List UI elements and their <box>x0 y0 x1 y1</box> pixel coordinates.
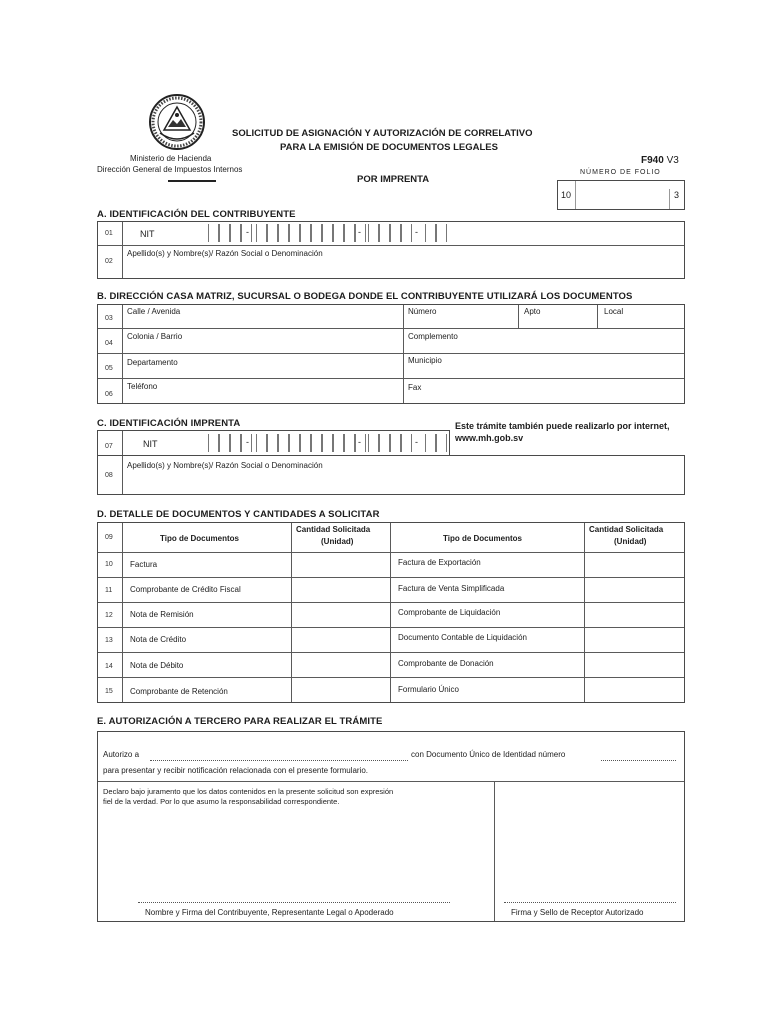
authorize-line2: para presentar y recibir notificación relacionada con el presente formulario. <box>103 766 369 775</box>
section-c-nit-row <box>97 430 450 456</box>
folio-prefix: 10 <box>561 190 572 200</box>
doc-type-right: Documento Contable de Liquidación <box>398 633 527 642</box>
receiver-signature-line[interactable] <box>504 902 676 903</box>
row-number: 02 <box>105 258 113 265</box>
municipality-label: Municipio <box>408 356 442 365</box>
authorized-person-line[interactable] <box>150 760 408 761</box>
row-divider <box>98 627 684 628</box>
row-number: 10 <box>105 561 113 568</box>
form-title-line2: PARA LA EMISIÓN DE DOCUMENTOS LEGALES <box>280 142 498 153</box>
fax-label: Fax <box>408 383 422 392</box>
section-a-title: A. IDENTIFICACIÓN DEL CONTRIBUYENTE <box>97 209 296 220</box>
doc-type-right: Comprobante de Donación <box>398 659 494 668</box>
complement-label: Complemento <box>408 332 458 341</box>
section-e-title: E. AUTORIZACIÓN A TERCERO PARA REALIZAR EL TRÁMITE <box>97 716 383 727</box>
folio-divider <box>575 181 576 209</box>
internet-note-link[interactable]: www.mh.gob.sv <box>455 433 524 443</box>
colony-label: Colonia / Barrio <box>127 332 183 341</box>
doc-type-left: Factura <box>130 560 158 569</box>
folio-box[interactable] <box>557 180 685 210</box>
local-label: Local <box>604 307 624 316</box>
section-b-table <box>97 304 685 404</box>
row-number: 13 <box>105 637 113 644</box>
apto-label: Apto <box>524 307 541 316</box>
num-column-divider <box>122 523 123 702</box>
form-title-line1: SOLICITUD DE ASIGNACIÓN Y AUTORIZACIÓN DE CORRELATIVO <box>232 128 533 139</box>
section-b-title: B. DIRECCIÓN CASA MATRIZ, SUCURSAL O BODEGA DONDE EL CONTRIBUYENTE UTILIZARÁ LOS DOCUMENTOS <box>97 291 633 302</box>
internet-note-line1: Este trámite también puede realizarlo por internet, <box>455 421 670 431</box>
row-divider <box>98 353 684 354</box>
col-header-qty-left-2: (Unidad) <box>321 537 354 546</box>
form-code <box>641 155 679 166</box>
header-number: 09 <box>105 534 113 541</box>
section-d-title: D. DETALLE DE DOCUMENTOS Y CANTIDADES A SOLICITAR <box>97 509 380 520</box>
row-divider <box>98 328 684 329</box>
folio-suffix: 3 <box>674 190 680 200</box>
row-number: 12 <box>105 612 113 619</box>
taxpayer-signature-label: Nombre y Firma del Contribuyente, Representante Legal o Apoderado <box>145 908 394 917</box>
nit-cells[interactable]: - - - <box>208 224 448 244</box>
doc-type-right: Factura de Exportación <box>398 558 481 567</box>
taxpayer-name-label: Apellido(s) y Nombre(s)/ Razón Social o Denominación <box>127 249 323 258</box>
authorize-doc-label: con Documento Único de Identidad número <box>411 750 566 759</box>
row-divider <box>98 677 684 678</box>
doc-type-left: Nota de Débito <box>130 661 184 670</box>
row-number: 03 <box>105 315 113 322</box>
folio-label: NÚMERO DE FOLIO <box>580 169 661 176</box>
row-number: 14 <box>105 663 113 670</box>
mid-divider <box>390 523 391 702</box>
header-underline <box>168 180 216 182</box>
nit-label: NIT <box>140 229 155 239</box>
section-c-name-row <box>97 455 685 495</box>
num-column-divider <box>122 431 123 456</box>
col-header-qty-right-2: (Unidad) <box>614 537 647 546</box>
printer-name-label: Apellido(s) y Nombre(s)/ Razón Social o Denominación <box>127 461 323 470</box>
folio-divider-2 <box>669 189 670 209</box>
header-divider <box>98 552 684 553</box>
row-number: 05 <box>105 365 113 372</box>
department-label: Departamento <box>127 358 178 367</box>
form-subtitle: POR IMPRENTA <box>357 174 430 185</box>
form-version: V3 <box>666 155 679 166</box>
col-header-qty-right-1: Cantidad Solicitada <box>589 525 664 534</box>
col-header-doc-type-left: Tipo de Documentos <box>160 534 239 543</box>
form-code-number: F940 <box>641 155 664 166</box>
num-column-divider <box>122 222 123 278</box>
row-number: 07 <box>105 443 113 450</box>
directorate-name: Dirección General de Impuestos Internos <box>97 165 243 174</box>
row-number: 15 <box>105 688 113 695</box>
row-divider <box>98 577 684 578</box>
doc-type-left: Comprobante de Retención <box>130 687 228 696</box>
taxpayer-signature-line[interactable] <box>138 902 450 903</box>
doc-type-left: Nota de Remisión <box>130 610 194 619</box>
receiver-signature-label: Firma y Sello de Receptor Autorizado <box>511 908 644 917</box>
documents-table <box>97 522 685 703</box>
doc-type-left: Comprobante de Crédito Fiscal <box>130 585 241 594</box>
row-divider <box>98 602 684 603</box>
qty-left-divider <box>291 523 292 702</box>
row-divider <box>98 378 684 379</box>
row-number: 08 <box>105 472 113 479</box>
num-column-divider <box>122 456 123 494</box>
row-number: 06 <box>105 391 113 398</box>
seal-icon <box>148 93 206 151</box>
authorization-divider <box>98 781 684 782</box>
printer-nit-cells[interactable]: - - - <box>208 434 448 454</box>
section-a-table <box>97 221 685 279</box>
row-number: 04 <box>105 340 113 347</box>
apto-divider <box>518 305 519 328</box>
doc-type-right: Formulario Único <box>398 685 459 694</box>
row-divider <box>98 245 684 246</box>
row-number: 11 <box>105 587 113 594</box>
col-header-doc-type-right: Tipo de Documentos <box>443 534 522 543</box>
qty-right-divider <box>584 523 585 702</box>
phone-label: Teléfono <box>127 382 158 391</box>
num-column-divider <box>122 305 123 403</box>
doc-type-right: Factura de Venta Simplificada <box>398 584 505 593</box>
dui-number-line[interactable] <box>601 760 676 761</box>
street-label: Calle / Avenida <box>127 307 181 316</box>
declaration-line2: fiel de la verdad. Por lo que asumo la responsabilidad correspondiente. <box>103 797 340 806</box>
number-label: Número <box>408 307 437 316</box>
col-header-qty-left-1: Cantidad Solicitada <box>296 525 371 534</box>
government-seal <box>148 93 206 151</box>
authorize-prefix: Autorizo a <box>103 750 140 759</box>
doc-type-right: Comprobante de Liquidación <box>398 608 501 617</box>
ministry-name: Ministerio de Hacienda <box>130 154 212 163</box>
row-divider <box>98 652 684 653</box>
signature-divider <box>494 781 495 921</box>
mid-column-divider <box>403 305 404 403</box>
doc-type-left: Nota de Crédito <box>130 635 187 644</box>
row-number: 01 <box>105 230 113 237</box>
local-divider <box>597 305 598 328</box>
printer-nit-label: NIT <box>143 439 158 449</box>
section-e-box <box>97 731 685 922</box>
declaration-line1: Declaro bajo juramento que los datos contenidos en la presente solicitud son expresión <box>103 787 394 796</box>
section-c-title: C. IDENTIFICACIÓN IMPRENTA <box>97 418 241 429</box>
